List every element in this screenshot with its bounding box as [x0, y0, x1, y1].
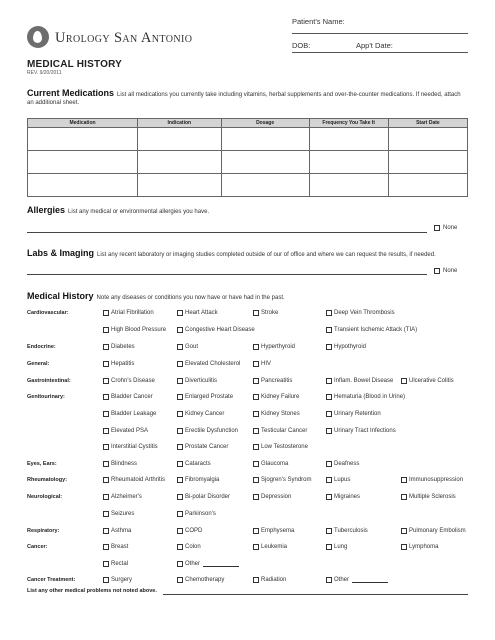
condition-label: Fibromyalgia [185, 477, 220, 483]
condition-label: Multiple Sclerosis [409, 494, 456, 500]
condition-option[interactable] [177, 394, 233, 400]
condition-option[interactable] [103, 477, 165, 483]
condition-option[interactable] [103, 411, 156, 417]
condition-label: Deep Vein Thrombosis [334, 310, 395, 316]
medication-cell-input[interactable] [221, 174, 309, 197]
checkbox[interactable] [326, 378, 332, 384]
checkbox[interactable] [103, 444, 109, 450]
category-label: Cancer: [27, 544, 48, 550]
checkbox[interactable] [253, 344, 259, 350]
medication-cell-input[interactable] [221, 128, 309, 151]
condition-label: Crohn's Disease [111, 378, 155, 384]
condition-row [27, 577, 468, 587]
condition-row [27, 378, 468, 388]
condition-label: Tuberculosis [334, 528, 368, 534]
column-header: Medication [28, 119, 138, 128]
checkbox[interactable] [253, 428, 259, 434]
labs-section [27, 248, 436, 258]
column-header: Start Date [388, 119, 467, 128]
condition-label: Stroke [261, 310, 279, 316]
checkbox[interactable] [103, 544, 109, 550]
condition-label: Erectile Dysfunction [185, 428, 239, 434]
condition-option[interactable] [177, 444, 228, 450]
other-input-line[interactable] [203, 561, 239, 567]
condition-label: Interstitial Cystitis [111, 444, 158, 450]
checkbox[interactable] [177, 461, 183, 467]
checkbox[interactable] [253, 494, 259, 500]
medication-cell-input[interactable] [138, 174, 222, 197]
dob-label: DOB: [292, 41, 311, 50]
condition-option[interactable] [326, 394, 405, 400]
condition-row [27, 477, 468, 487]
condition-row [27, 561, 468, 571]
checkbox[interactable] [253, 361, 259, 367]
condition-label: Pulmonary Embolism [409, 528, 466, 534]
condition-option[interactable] [177, 577, 224, 583]
column-header: Dosage [221, 119, 309, 128]
condition-label: Lung [334, 544, 348, 550]
condition-option[interactable] [177, 378, 217, 384]
condition-label: Transient Ischemic Attack (TIA) [334, 327, 418, 333]
condition-row [27, 310, 468, 320]
condition-option[interactable] [177, 561, 239, 567]
checkbox[interactable] [326, 344, 332, 350]
column-header: Indication [138, 119, 222, 128]
condition-option[interactable] [103, 394, 153, 400]
table-row [28, 174, 468, 197]
condition-option[interactable] [326, 494, 360, 500]
appt-date-label: App't Date: [356, 41, 393, 50]
condition-row [27, 327, 468, 337]
condition-option[interactable] [177, 310, 218, 316]
condition-option[interactable] [177, 327, 255, 333]
condition-option[interactable] [177, 528, 202, 534]
checkbox[interactable] [103, 461, 109, 467]
checkbox[interactable] [326, 528, 332, 534]
condition-option[interactable] [401, 378, 454, 384]
other-problems-label: List any other medical problems not noted above. [27, 588, 157, 594]
checkbox[interactable] [326, 461, 332, 467]
condition-option[interactable] [103, 378, 155, 384]
condition-label: Emphysema [261, 528, 295, 534]
checkbox[interactable] [177, 494, 183, 500]
condition-label: Chemotherapy [185, 577, 225, 583]
checkbox[interactable] [326, 327, 332, 333]
condition-label: Surgery [111, 577, 133, 583]
condition-label: Bladder Leakage [111, 411, 157, 417]
condition-option[interactable] [103, 577, 132, 583]
checkbox[interactable] [103, 428, 109, 434]
condition-label: Testicular Cancer [261, 428, 308, 434]
category-label: Neurological: [27, 494, 63, 500]
condition-label: Deafness [334, 461, 360, 467]
checkbox[interactable] [177, 310, 183, 316]
checkbox[interactable] [253, 577, 259, 583]
medication-cell-input[interactable] [388, 128, 467, 151]
condition-row [27, 394, 468, 404]
logo-text: Urology San Antonio [55, 30, 193, 46]
checkbox[interactable] [103, 394, 109, 400]
condition-label: Diabetes [111, 344, 135, 350]
condition-label: Leukemia [261, 544, 288, 550]
condition-row [27, 494, 468, 504]
medication-cell-input[interactable] [388, 151, 467, 174]
checkbox[interactable] [103, 494, 109, 500]
condition-option[interactable] [326, 411, 381, 417]
condition-row [27, 411, 468, 421]
condition-option[interactable] [253, 494, 291, 500]
table-row [28, 151, 468, 174]
dob-appt-field[interactable] [292, 52, 468, 53]
medication-cell-input[interactable] [388, 174, 467, 197]
condition-label: Elevated PSA [111, 428, 149, 434]
condition-label: Bi-polar Disorder [185, 494, 231, 500]
condition-label: Breast [111, 544, 129, 550]
checkbox[interactable] [177, 544, 183, 550]
medication-cell-input[interactable] [28, 128, 138, 151]
condition-option[interactable] [103, 511, 134, 517]
checkbox[interactable] [326, 477, 332, 483]
allergies-none-label: None [443, 225, 458, 231]
logo-icon [27, 26, 49, 48]
condition-label: COPD [185, 528, 203, 534]
condition-option[interactable] [326, 544, 347, 550]
condition-option[interactable] [253, 411, 300, 417]
checkbox[interactable] [177, 577, 183, 583]
patient-name-field[interactable] [292, 33, 468, 34]
checkbox[interactable] [326, 494, 332, 500]
condition-label: Kidney Stones [261, 411, 300, 417]
condition-option[interactable] [326, 344, 366, 350]
condition-option[interactable] [253, 394, 299, 400]
checkbox[interactable] [103, 310, 109, 316]
checkbox[interactable] [177, 394, 183, 400]
condition-label: Hypothyroid [334, 344, 367, 350]
condition-option[interactable] [177, 461, 211, 467]
checkbox[interactable] [177, 411, 183, 417]
checkbox[interactable] [326, 544, 332, 550]
checkbox[interactable] [103, 411, 109, 417]
medication-cell-input[interactable] [28, 151, 138, 174]
checkbox[interactable] [177, 561, 183, 567]
allergies-none-checkbox[interactable] [434, 225, 440, 231]
condition-label: Immunosuppression [409, 477, 464, 483]
condition-option[interactable] [177, 477, 219, 483]
condition-option[interactable] [177, 511, 216, 517]
condition-option[interactable] [177, 428, 238, 434]
allergies-input-line[interactable] [27, 232, 427, 233]
condition-option[interactable] [103, 544, 128, 550]
condition-option[interactable] [326, 461, 359, 467]
revision-date: REV. 9/20/2011 [27, 70, 62, 76]
condition-label: Parkinson's [185, 511, 216, 517]
condition-label: Kidney Failure [261, 394, 300, 400]
condition-option[interactable] [103, 344, 135, 350]
checkbox[interactable] [253, 477, 259, 483]
condition-label: Prostate Cancer [185, 444, 229, 450]
checkbox[interactable] [253, 544, 259, 550]
condition-option[interactable] [103, 561, 128, 567]
condition-label: Rheumatoid Arthritis [111, 477, 166, 483]
checkbox[interactable] [401, 477, 407, 483]
condition-label: Lupus [334, 477, 351, 483]
condition-option[interactable] [103, 428, 148, 434]
allergies-section [27, 205, 209, 215]
condition-row [27, 361, 468, 371]
condition-option[interactable] [253, 378, 292, 384]
condition-option[interactable] [401, 494, 456, 500]
condition-option[interactable] [326, 327, 417, 333]
allergies-heading: Allergies [27, 205, 66, 215]
checkbox[interactable] [177, 511, 183, 517]
medications-heading: Current Medications [27, 88, 115, 98]
category-label: Genitourinary: [27, 394, 65, 400]
medications-table [27, 118, 468, 197]
checkbox[interactable] [103, 327, 109, 333]
condition-label: Hematuria (Blood in Urine) [334, 394, 406, 400]
labs-input-line[interactable] [27, 274, 427, 275]
condition-label: Atrial Fibrillation [111, 310, 154, 316]
condition-option[interactable] [177, 411, 224, 417]
checkbox[interactable] [326, 394, 332, 400]
labs-instructions: List any recent laboratory or imaging studies completed outside of our of office and where we can request the results, if needed. [97, 252, 436, 258]
condition-row [27, 344, 468, 354]
condition-option[interactable] [177, 344, 198, 350]
checkbox[interactable] [103, 378, 109, 384]
labs-none-label: None [443, 268, 458, 274]
condition-option[interactable] [326, 428, 396, 434]
checkbox[interactable] [253, 528, 259, 534]
medication-cell-input[interactable] [309, 151, 388, 174]
checkbox[interactable] [177, 361, 183, 367]
condition-label: Heart Attack [185, 310, 218, 316]
condition-label: Colon [185, 544, 201, 550]
allergies-instructions: List any medical or environmental allergies you have. [68, 209, 210, 215]
condition-option[interactable] [177, 494, 230, 500]
condition-option[interactable] [326, 477, 350, 483]
condition-label: Migraines [334, 494, 361, 500]
condition-label: HIV [261, 361, 272, 367]
condition-label: Hyperthyroid [261, 344, 296, 350]
medication-cell-input[interactable] [309, 174, 388, 197]
checkbox[interactable] [401, 528, 407, 534]
condition-option[interactable] [177, 544, 201, 550]
checkbox[interactable] [177, 528, 183, 534]
condition-option[interactable] [326, 310, 395, 316]
checkbox[interactable] [326, 577, 332, 583]
condition-label: Gout [185, 344, 199, 350]
checkbox[interactable] [103, 511, 109, 517]
medication-cell-input[interactable] [221, 151, 309, 174]
checkbox[interactable] [401, 544, 407, 550]
condition-option[interactable] [103, 461, 137, 467]
condition-option[interactable] [401, 544, 438, 550]
condition-option[interactable] [401, 477, 463, 483]
checkbox[interactable] [253, 461, 259, 467]
condition-label: Alzheimer's [111, 494, 142, 500]
condition-row [27, 544, 468, 554]
category-label: Eyes, Ears: [27, 461, 57, 467]
condition-option[interactable] [103, 528, 131, 534]
condition-option[interactable] [253, 528, 294, 534]
condition-option[interactable] [253, 428, 307, 434]
checkbox[interactable] [177, 327, 183, 333]
condition-option[interactable] [326, 577, 388, 583]
condition-option[interactable] [326, 378, 393, 384]
checkbox[interactable] [177, 477, 183, 483]
category-label: Cancer Treatment: [27, 577, 76, 583]
checkbox[interactable] [177, 444, 183, 450]
other-input-line[interactable] [352, 577, 388, 583]
checkbox[interactable] [326, 411, 332, 417]
condition-label: Ulcerative Colitis [409, 378, 454, 384]
condition-option[interactable] [253, 344, 295, 350]
condition-row [27, 461, 468, 471]
category-label: General: [27, 361, 50, 367]
condition-option[interactable] [326, 528, 368, 534]
page-title: MEDICAL HISTORY [27, 59, 123, 70]
checkbox[interactable] [326, 310, 332, 316]
condition-label: Enlarged Prostate [185, 394, 234, 400]
checkbox[interactable] [401, 378, 407, 384]
condition-row [27, 511, 468, 521]
checkbox[interactable] [326, 428, 332, 434]
condition-row [27, 428, 468, 438]
history-heading: Medical History [27, 291, 94, 301]
condition-label: Low Testosterone [261, 444, 308, 450]
condition-label: Diverticulitis [185, 378, 218, 384]
other-problems-input-line[interactable] [163, 594, 468, 595]
condition-row [27, 444, 468, 454]
condition-label: Hepatitis [111, 361, 135, 367]
history-section [27, 291, 285, 301]
condition-label: Cataracts [185, 461, 211, 467]
checkbox[interactable] [103, 361, 109, 367]
medication-cell-input[interactable] [138, 151, 222, 174]
category-label: Gastrointestinal: [27, 378, 71, 384]
medications-instructions: List all medications you currently take including vitamins, herbal supplements and over-the-counter medications. If needed, attach an additional sheet. [27, 92, 461, 106]
condition-option[interactable] [103, 444, 158, 450]
medication-cell-input[interactable] [28, 174, 138, 197]
condition-option[interactable] [253, 477, 312, 483]
checkbox[interactable] [253, 310, 259, 316]
history-instructions: Note any diseases or conditions you now have or have had in the past. [96, 295, 285, 301]
medication-cell-input[interactable] [138, 128, 222, 151]
condition-label: Blindness [111, 461, 138, 467]
checkbox[interactable] [253, 378, 259, 384]
checkbox[interactable] [253, 411, 259, 417]
checkbox[interactable] [177, 344, 183, 350]
condition-label: Pancreatitis [261, 378, 293, 384]
condition-label: Sjogren's Syndrom [261, 477, 312, 483]
condition-option[interactable] [253, 361, 271, 367]
medication-cell-input[interactable] [309, 128, 388, 151]
condition-label: Inflam. Bowel Disease [334, 378, 394, 384]
condition-option[interactable] [103, 327, 166, 333]
condition-label: Congestive Heart Disease [185, 327, 255, 333]
condition-label: Asthma [111, 528, 132, 534]
condition-label: Urinary Retention [334, 411, 381, 417]
condition-label: Radiation [261, 577, 287, 583]
condition-option[interactable] [253, 577, 286, 583]
category-label: Respiratory: [27, 528, 60, 534]
condition-label: Glaucoma [261, 461, 289, 467]
condition-label: Seizures [111, 511, 135, 517]
patient-name-label: Patient's Name: [292, 17, 345, 26]
condition-label: Other [334, 577, 350, 583]
condition-label: Bladder Cancer [111, 394, 153, 400]
condition-label: Kidney Cancer [185, 411, 225, 417]
condition-label: Depression [261, 494, 292, 500]
condition-label: Other [185, 561, 201, 567]
checkbox[interactable] [103, 577, 109, 583]
condition-option[interactable] [253, 444, 308, 450]
checkbox[interactable] [103, 477, 109, 483]
column-header: Frequency You Take It [309, 119, 388, 128]
condition-option[interactable] [177, 361, 240, 367]
labs-none-checkbox[interactable] [434, 268, 440, 274]
condition-option[interactable] [103, 310, 154, 316]
checkbox[interactable] [103, 528, 109, 534]
checkbox[interactable] [401, 494, 407, 500]
table-row [28, 128, 468, 151]
category-label: Endocrine: [27, 344, 56, 350]
category-label: Rheumatology: [27, 477, 68, 483]
condition-label: Lymphoma [409, 544, 439, 550]
condition-option[interactable] [103, 361, 134, 367]
condition-label: High Blood Pressure [111, 327, 167, 333]
checkbox[interactable] [103, 344, 109, 350]
condition-label: Elevated Cholesterol [185, 361, 241, 367]
checkbox[interactable] [103, 561, 109, 567]
checkbox[interactable] [253, 444, 259, 450]
labs-heading: Labs & Imaging [27, 248, 95, 258]
checkbox[interactable] [253, 394, 259, 400]
condition-option[interactable] [103, 494, 142, 500]
condition-option[interactable] [253, 544, 287, 550]
condition-option[interactable] [253, 310, 278, 316]
checkbox[interactable] [177, 378, 183, 384]
condition-row [27, 528, 468, 538]
condition-label: Urinary Tract Infections [334, 428, 396, 434]
checkbox[interactable] [177, 428, 183, 434]
condition-option[interactable] [253, 461, 288, 467]
category-label: Cardiovascular: [27, 310, 69, 316]
condition-label: Rectal [111, 561, 129, 567]
medications-section [27, 89, 468, 107]
condition-option[interactable] [401, 528, 466, 534]
